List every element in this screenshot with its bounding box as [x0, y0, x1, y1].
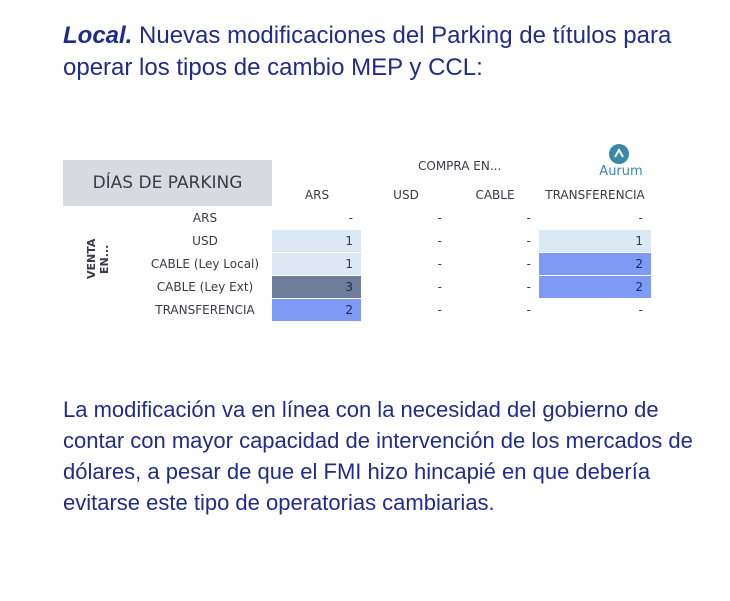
row-label: CABLE (Ley Ext) [156, 280, 254, 294]
table-cell: 1 [539, 230, 651, 252]
table-cell: - [437, 280, 442, 294]
table-corner-label: DÍAS DE PARKING [63, 160, 272, 206]
table-cell: 2 [272, 299, 361, 321]
page-heading [63, 20, 703, 84]
table-cell: - [526, 234, 531, 248]
table-cell: - [348, 211, 353, 225]
table-cell: 1 [272, 230, 361, 252]
row-label: USD [192, 234, 218, 248]
table-cell: - [526, 303, 531, 317]
table-cell: - [437, 257, 442, 271]
table-cell: - [437, 211, 442, 225]
parking-table [63, 140, 663, 330]
table-cell: - [437, 234, 442, 248]
table-cell: 1 [272, 253, 361, 275]
body-paragraph: La modificación va en línea con la necesidad del gobierno de contar con mayor capacidad de intervención de los mercados de dólares, a pesar de que el FMI hizo hincapié en que debería evitarse este tipo de operatorias cambiarias. [63, 397, 693, 515]
column-header: TRANSFERENCIA [545, 188, 645, 202]
table-cell: - [526, 211, 531, 225]
venta-label: VENTA EN... [85, 238, 111, 280]
aurum-logo [593, 144, 649, 180]
aurum-logo-icon [609, 144, 629, 164]
column-header: ARS [304, 188, 330, 202]
row-label: TRANSFERENCIA [155, 303, 255, 317]
table-cell: - [437, 303, 442, 317]
column-header: CABLE [475, 188, 515, 202]
table-cell: 2 [539, 276, 651, 298]
table-cell: - [638, 211, 643, 225]
row-label: ARS [192, 211, 218, 225]
row-label: CABLE (Ley Local) [150, 257, 260, 271]
table-cell: - [638, 303, 643, 317]
heading-text: Nuevas modificaciones del Parking de títulos para operar los tipos de cambio MEP y CCL: [63, 22, 672, 81]
heading-lead: Local. [63, 22, 133, 49]
table-cell: - [526, 257, 531, 271]
compra-label: COMPRA EN... [418, 159, 502, 173]
table-cell: - [526, 280, 531, 294]
column-header: USD [393, 188, 419, 202]
table-cell: 3 [272, 276, 361, 298]
aurum-logo-text: Aurum [599, 164, 643, 179]
table-cell: 2 [539, 253, 651, 275]
